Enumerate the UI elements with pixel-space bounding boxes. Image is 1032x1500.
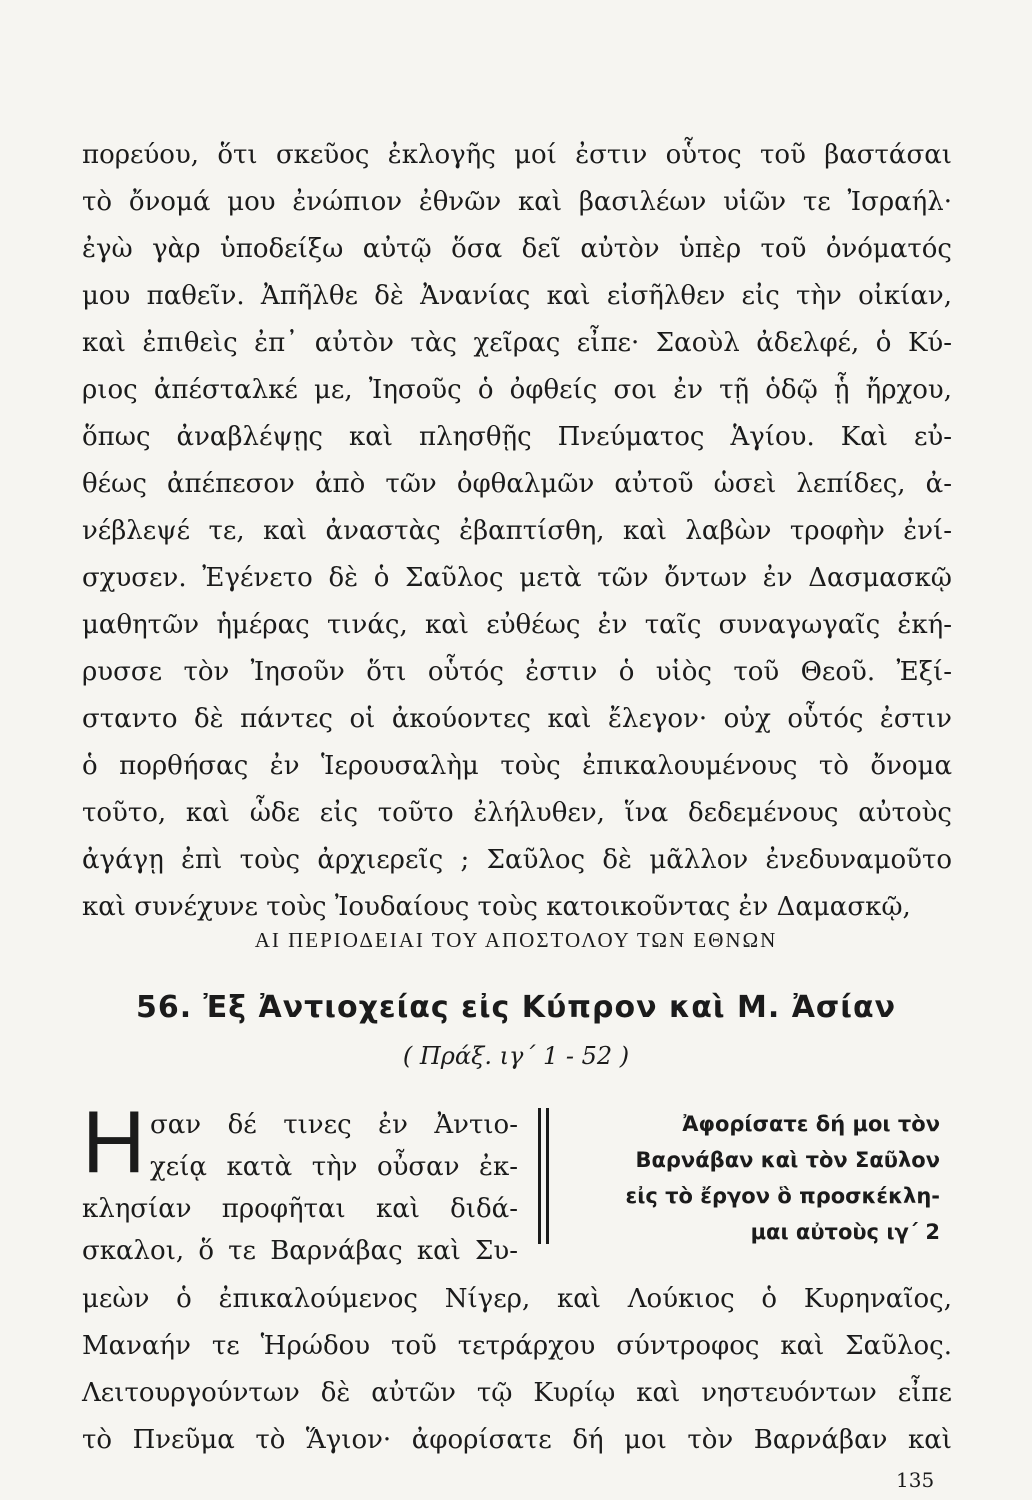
body-line: σταντο δὲ πάντες οἱ ἀκούοντες καὶ ἔλεγον· οὐχ οὗτός ἐστιν xyxy=(82,704,952,734)
body-line: ὁ πορθήσας ἐν Ἱερουσαλὴμ τοὺς ἐπικαλουμένους τὸ ὄνομα xyxy=(82,751,952,781)
body-line: νέβλεψέ τε, καὶ ἀναστὰς ἐβαπτίσθη, καὶ λαβὼν τροφὴν ἐνί- xyxy=(82,516,952,546)
body-line: καὶ συνέχυνε τοὺς Ἰουδαίους τοὺς κατοικοῦντας ἐν Δαμασκῷ, xyxy=(82,892,911,922)
body-line: ριος ἀπέσταλκέ με, Ἰησοῦς ὁ ὀφθείς σοι ἐν τῇ ὁδῷ ᾗ ἤρχου, xyxy=(82,375,952,405)
body-line: τὸ ὄνομά μου ἐνώπιον ἐθνῶν καὶ βασιλέων υἱῶν τε Ἰσραήλ· xyxy=(82,187,952,217)
sidebar-rule xyxy=(546,1108,549,1244)
sidebar-quote-line: Βαρνάβαν καὶ τὸν Σαῦλον xyxy=(635,1148,940,1172)
body-line: τὸ Πνεῦμα τὸ Ἅγιον· ἀφορίσατε δή μοι τὸν Βαρνάβαν καὶ xyxy=(82,1425,952,1455)
chapter-reference: ( Πράξ. ιγ΄ 1 - 52 ) xyxy=(402,1042,630,1070)
body-line: τοῦτο, καὶ ὧδε εἰς τοῦτο ἐλήλυθεν, ἵνα δεδεμένους αὐτοὺς xyxy=(82,798,952,828)
body-line: μαθητῶν ἡμέρας τινάς, καὶ εὐθέως ἐν ταῖς συναγωγαῖς ἐκή- xyxy=(82,610,952,640)
column-line: χείᾳ κατὰ τὴν οὖσαν ἐκ- xyxy=(150,1152,518,1182)
column-line: σαν δέ τινες ἐν Ἀντιο- xyxy=(150,1110,518,1140)
body-line: μου παθεῖν. Ἀπῆλθε δὲ Ἀνανίας καὶ εἰσῆλθεν εἰς τὴν οἰκίαν, xyxy=(82,281,952,311)
sidebar-quote-line: μαι αὐτοὺς ιγ΄ 2 xyxy=(750,1220,940,1244)
section-title: ΑΙ ΠΕΡΙΟΔΕΙΑΙ ΤΟΥ ΑΠΟΣΤΟΛΟΥ ΤΩΝ ΕΘΝΩΝ xyxy=(254,928,778,952)
chapter-heading: 56. Ἐξ Ἀντιοχείας εἰς Κύπρον καὶ Μ. Ἀσίαν xyxy=(135,990,897,1025)
body-line: ἐγὼ γὰρ ὑποδείξω αὐτῷ ὅσα δεῖ αὐτὸν ὑπὲρ τοῦ ὀνόματός xyxy=(82,234,952,264)
body-line: μεὼν ὁ ἐπικαλούμενος Νίγερ, καὶ Λούκιος ὁ Κυρηναῖος, xyxy=(82,1284,952,1314)
column-line: κλησίαν προφῆται καὶ διδά- xyxy=(82,1194,518,1224)
body-line: πορεύου, ὅτι σκεῦος ἐκλογῆς μοί ἐστιν οὗτος τοῦ βαστάσαι xyxy=(82,140,952,170)
body-line: ρυσσε τὸν Ἰησοῦν ὅτι οὗτός ἐστιν ὁ υἱὸς τοῦ Θεοῦ. Ἐξί- xyxy=(82,657,952,687)
page-number: 135 xyxy=(896,1468,935,1492)
sidebar-quote-line: Ἀφορίσατε δή μοι τὸν xyxy=(682,1112,940,1136)
body-line: Λειτουργούντων δὲ αὐτῶν τῷ Κυρίῳ καὶ νηστευόντων εἶπε xyxy=(82,1378,952,1408)
column-line: σκαλοι, ὅ τε Βαρνάβας καὶ Συ- xyxy=(82,1236,518,1266)
body-line: ὅπως ἀναβλέψῃς καὶ πλησθῇς Πνεύματος Ἁγίου. Καὶ εὐ- xyxy=(82,422,952,452)
sidebar-quote-line: εἰς τὸ ἔργον ὃ προσκέκλη- xyxy=(625,1184,940,1208)
body-line: ἀγάγῃ ἐπὶ τοὺς ἀρχιερεῖς ; Σαῦλος δὲ μᾶλλον ἐνεδυναμοῦτο xyxy=(82,845,952,875)
body-line: καὶ ἐπιθεὶς ἐπ᾽ αὐτὸν τὰς χεῖρας εἶπε· Σαοὺλ ἀδελφέ, ὁ Κύ- xyxy=(82,328,952,358)
body-line: Μαναήν τε Ἡρώδου τοῦ τετράρχου σύντροφος καὶ Σαῦλος. xyxy=(82,1331,952,1361)
body-line: θέως ἀπέπεσον ἀπὸ τῶν ὀφθαλμῶν αὐτοῦ ὡσεὶ λεπίδες, ἀ- xyxy=(82,469,952,499)
drop-cap: Η xyxy=(82,1092,146,1191)
sidebar-rule xyxy=(538,1108,541,1244)
body-line: σχυσεν. Ἐγένετο δὲ ὁ Σαῦλος μετὰ τῶν ὄντων ἐν Δασμασκῷ xyxy=(82,563,952,593)
